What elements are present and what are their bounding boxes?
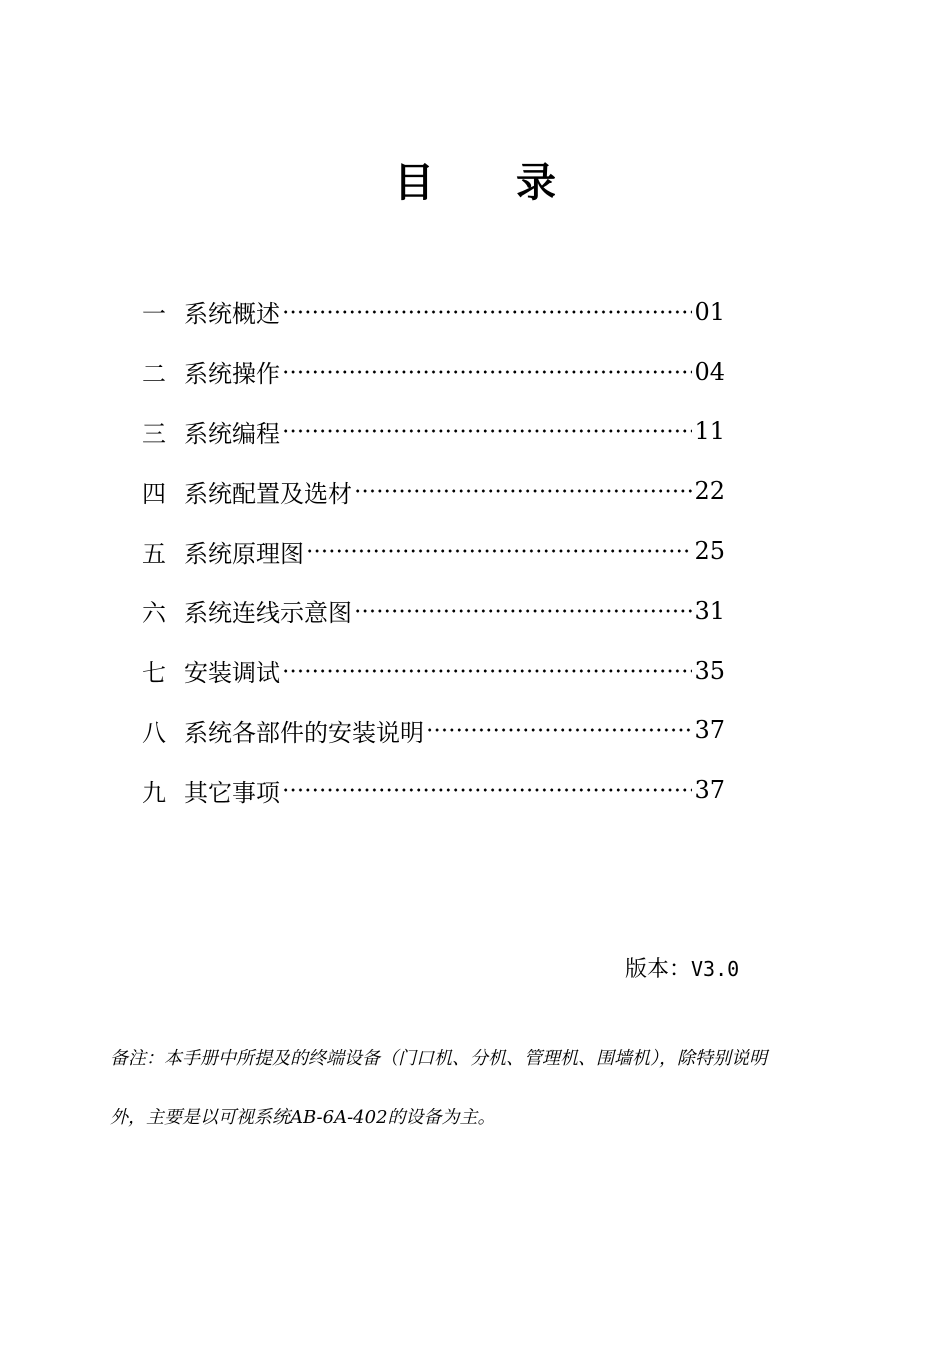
toc-entry-title: 系统编程 [184,419,280,448]
toc-entry-page: 37 [694,716,725,745]
toc-entry-title: 系统概述 [184,300,280,329]
page-title [0,155,950,211]
toc-entry-number: 八 [142,718,166,747]
toc-entry [142,641,725,701]
toc-entry-page: 31 [694,596,725,625]
toc-entry-page: 01 [694,297,725,326]
toc-entry [142,760,725,820]
toc-entry-number: 六 [142,599,166,628]
toc-entry-number: 七 [142,659,166,688]
toc-entry [142,701,725,761]
title-char-2: 录 [516,160,556,206]
toc-entry [142,342,725,402]
toc-entry-page: 35 [694,656,725,685]
toc-entry [142,581,725,641]
toc-entry-title: 系统原理图 [184,539,304,568]
toc-leader-dots [282,360,692,384]
toc-entry [142,461,725,521]
toc-leader-dots [282,778,692,802]
version-label [625,952,739,983]
table-of-contents [142,282,725,820]
toc-entry-page: 25 [694,537,725,566]
toc-entry-number: 二 [142,360,166,389]
toc-entry-number: 一 [142,300,166,329]
toc-entry-number: 五 [142,539,166,568]
toc-leader-dots [282,659,692,683]
note-line-2: 外，主要是以可视系统AB-6A-402的设备为主。 [110,1107,496,1128]
toc-entry-title: 系统配置及选材 [184,479,352,508]
version-number: V3.0 [691,957,740,981]
toc-entry-title: 系统各部件的安装说明 [184,718,424,747]
toc-entry-page: 11 [694,417,725,446]
toc-entry-number: 四 [142,479,166,508]
toc-leader-dots [282,300,692,324]
toc-entry-page: 22 [694,477,725,506]
toc-leader-dots [306,539,692,563]
toc-entry-title: 系统连线示意图 [184,599,352,628]
toc-entry-page: 37 [694,776,725,805]
title-char-1: 目 [394,160,434,206]
toc-leader-dots [426,718,692,742]
toc-entry [142,282,725,342]
version-prefix: 版本： [625,957,692,982]
toc-leader-dots [282,419,692,443]
toc-leader-dots [354,479,692,503]
toc-entry-title: 安装调试 [184,659,280,688]
toc-leader-dots [354,599,692,623]
toc-entry-title: 系统操作 [184,360,280,389]
toc-entry-number: 三 [142,419,166,448]
toc-entry-page: 04 [694,357,725,386]
toc-entry [142,402,725,462]
toc-entry [142,521,725,581]
toc-entry-title: 其它事项 [184,778,280,807]
note-line-1: 备注：本手册中所提及的终端设备（门口机、分机、管理机、围墙机），除特别说明 [110,1048,767,1069]
toc-entry-number: 九 [142,778,166,807]
